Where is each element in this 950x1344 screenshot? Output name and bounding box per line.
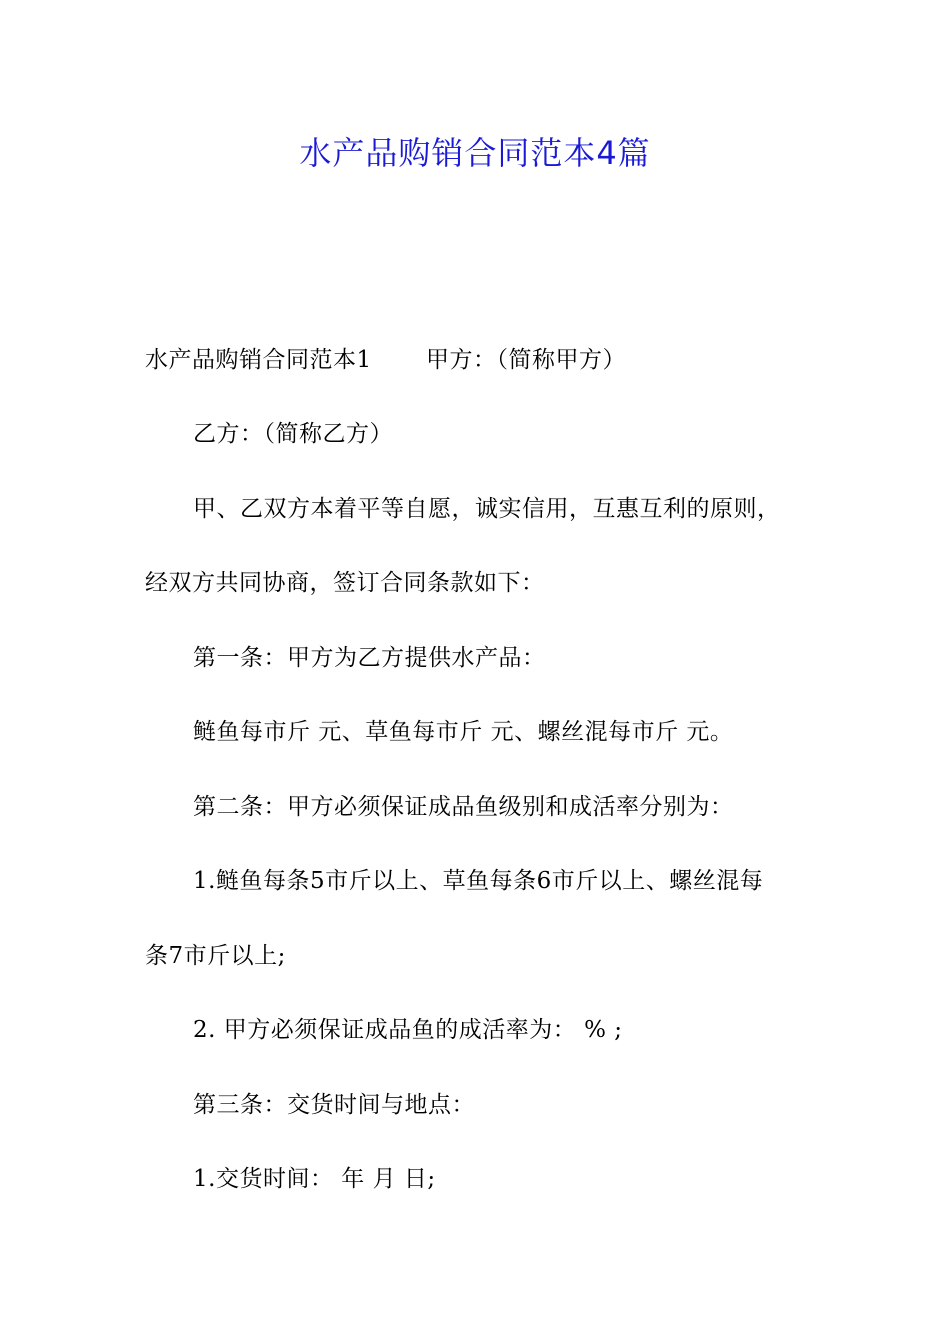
paragraph-line: [0, 1010, 950, 1050]
paragraph-line: [0, 1085, 950, 1125]
contract-heading: 水产品购销合同范本1: [145, 347, 372, 373]
article-2-heading: 第二条：甲方必须保证成品鱼级别和成活率分别为：: [193, 794, 734, 820]
paragraph-line: [0, 712, 950, 752]
paragraph-line: [0, 414, 950, 454]
party-b-line: 乙方：（简称乙方）: [193, 421, 393, 447]
paragraph-line: [0, 563, 950, 603]
article-1-heading: 第一条：甲方为乙方提供水产品：: [193, 645, 546, 671]
intro-line: 甲、乙双方本着平等自愿，诚实信用，互惠互利的原则，: [193, 496, 781, 522]
article-3-heading: 第三条：交货时间与地点：: [193, 1092, 475, 1118]
paragraph-line: [0, 340, 950, 380]
paragraph-line: [0, 1159, 950, 1199]
grade-line-continued: 条7市斤以上;: [145, 943, 286, 969]
intro-line-continued: 经双方共同协商，签订合同条款如下：: [145, 570, 545, 596]
paragraph-line: [0, 861, 950, 901]
price-line: 鲢鱼每市斤 元、草鱼每市斤 元、螺丝混每市斤 元。: [193, 719, 734, 745]
survival-rate-line: 2. 甲方必须保证成品鱼的成活率为： % ;: [193, 1017, 623, 1043]
delivery-time-line: 1.交货时间： 年 月 日;: [193, 1166, 436, 1192]
paragraph-line: [0, 936, 950, 976]
party-a-line: 甲方：（简称甲方）: [426, 347, 626, 373]
grade-line: 1.鲢鱼每条5市斤以上、草鱼每条6市斤以上、螺丝混每: [193, 868, 764, 894]
document-title: 水产品购销合同范本4篇: [299, 134, 651, 172]
paragraph-line: [0, 787, 950, 827]
paragraph-line: [0, 638, 950, 678]
paragraph-line: [0, 489, 950, 529]
